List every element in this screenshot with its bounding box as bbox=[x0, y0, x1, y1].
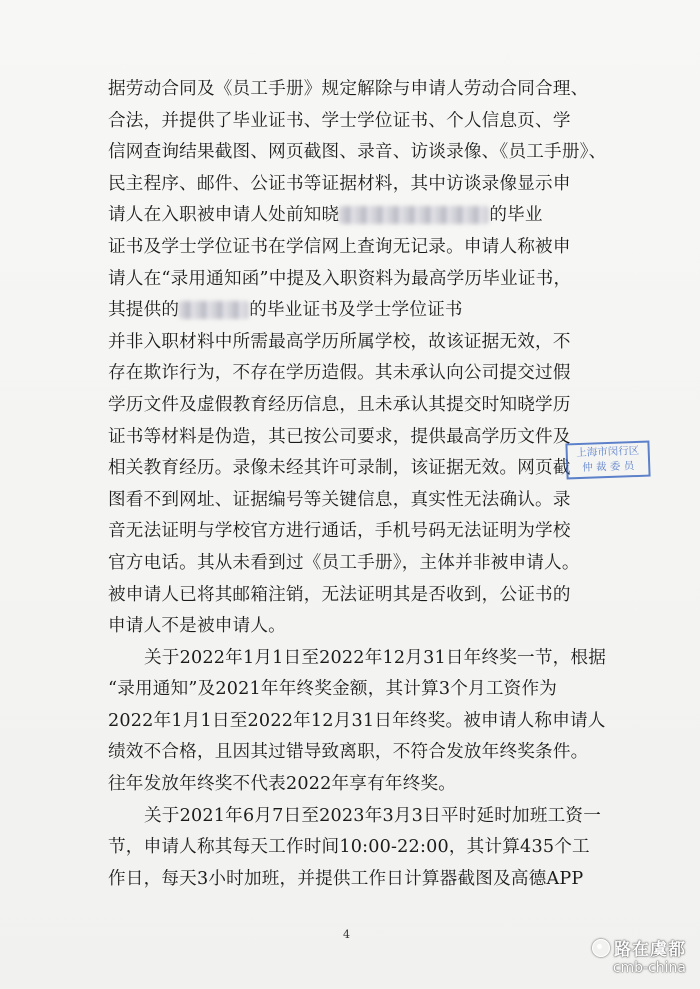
text-segment: 请人在入职被申请人处前知晓 bbox=[108, 205, 340, 226]
text-line: 被申请人已将其邮箱注销，无法证明其是否收到，公证书的 bbox=[108, 584, 571, 605]
text-segment: 的毕业 bbox=[489, 205, 543, 226]
paragraph-first-line: 关于2021年6月7日至2023年3月3日平时延时加班工资一 bbox=[144, 805, 602, 826]
weibo-icon bbox=[592, 939, 610, 957]
text-line: 民主程序、邮件、公证书等证据材料，其中访谈录像显示申 bbox=[108, 173, 571, 194]
text-segment: 其提供的 bbox=[108, 300, 180, 321]
text-line-with-redaction bbox=[108, 295, 608, 327]
text-line: 证书等材料是伪造，其已按公司要求，提供最高学历文件及 bbox=[108, 426, 571, 447]
redaction-blur bbox=[339, 206, 489, 224]
text-line: 信网查询结果截图、网页截图、录音、访谈录像、《员工手册》、 bbox=[108, 142, 607, 163]
seal-stamp bbox=[565, 441, 650, 480]
text-line: 官方电话。其从未看到过《员工手册》，主体并非被申请人。 bbox=[108, 552, 580, 573]
text-line: 相关教育经历。录像未经其许可录制，该证据无效。网页截 bbox=[108, 458, 571, 479]
text-line: 2022年1月1日至2022年12月31日年终奖。被申请人称申请人 bbox=[108, 710, 606, 731]
text-line: “录用通知”及2021年年终奖金额，其计算3个月工资作为 bbox=[108, 679, 558, 700]
page-number: 4 bbox=[343, 928, 350, 941]
text-line: 往年发放年终奖不代表2022年享有年终奖。 bbox=[108, 774, 457, 795]
text-line: 作日，每天3小时加班，并提供工作日计算器截图及高德APP bbox=[108, 868, 584, 889]
watermark-row bbox=[516, 935, 686, 960]
paragraph-first-line: 关于2022年1月1日至2022年12月31日年终奖一节，根据 bbox=[144, 647, 607, 668]
text-line: 节，申请人称其每天工作时间10:00-22:00，其计算435个工 bbox=[108, 837, 590, 858]
document-body bbox=[108, 74, 608, 895]
text-line: 图看不到网址、证据编号等关键信息，真实性无法确认。录 bbox=[108, 489, 571, 510]
watermark bbox=[516, 935, 686, 981]
watermark-handle: cmb-china bbox=[612, 960, 686, 976]
text-line: 存在欺诈行为，不存在学历造假。其未承认向公司提交过假 bbox=[108, 363, 571, 384]
text-line: 合法，并提供了毕业证书、学士学位证书、个人信息页、学 bbox=[108, 110, 571, 131]
text-line: 并非入职材料中所需最高学历所属学校，故该证据无效，不 bbox=[108, 331, 571, 352]
text-line: 证书及学士学位证书在学信网上查询无记录。申请人称被申 bbox=[108, 236, 571, 257]
text-line: 学历文件及虚假教育经历信息，且未承认其提交时知晓学历 bbox=[108, 394, 571, 415]
text-line: 据劳动合同及《员工手册》规定解除与申请人劳动合同合理、 bbox=[108, 79, 589, 99]
text-line: 请人在“录用通知函”中提及入职资料为最高学历毕业证书， bbox=[108, 268, 572, 289]
text-line: 绩效不合格，且因其过错导致离职，不符合发放年终奖条件。 bbox=[108, 742, 589, 763]
stamp-text: 仲 裁 委 员 bbox=[582, 460, 635, 474]
text-segment: 的毕业证书及学士学位证书 bbox=[249, 300, 463, 321]
text-line: 音无法证明与学校官方进行通话，手机号码无法证明为学校 bbox=[108, 521, 571, 542]
stamp-text: 上海市闵行区 bbox=[576, 444, 640, 460]
text-line-with-redaction bbox=[108, 200, 608, 232]
redaction-blur bbox=[179, 301, 249, 319]
text-line: 申请人不是被申请人。 bbox=[108, 616, 286, 637]
watermark-name: 路在虞都 bbox=[614, 940, 686, 960]
